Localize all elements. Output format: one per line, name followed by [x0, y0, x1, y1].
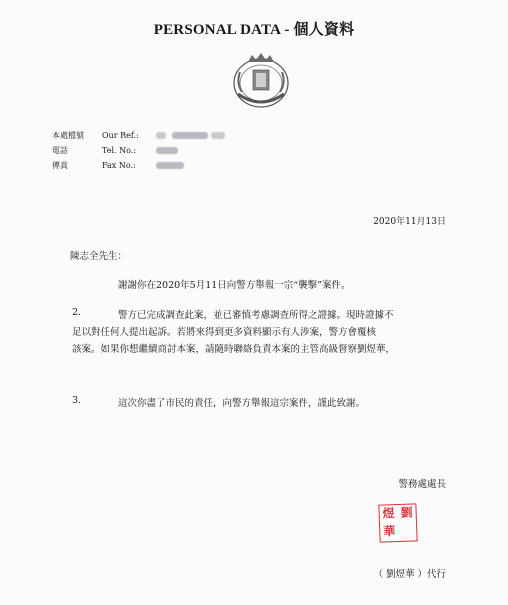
seal-char-1: 劉	[400, 505, 413, 520]
tel-redacted	[156, 147, 178, 154]
letter-date: 2020年11月13日	[373, 217, 446, 227]
police-emblem-icon	[226, 50, 296, 112]
paragraph-2	[72, 307, 446, 358]
paragraph-3: 這次你盡了市民的責任，向警方舉報這宗案件，謹此致謝。	[118, 398, 366, 409]
seal-char-3: 華	[383, 524, 396, 539]
paragraph-2-line-3: 該案。如果你想繼續商討本案，請隨時聯絡負責本案的主管高級督察劉煜華，	[72, 344, 396, 355]
paragraph-2-line-2: 足以對任何人提出起訴。若將來得到更多資料顯示有人涉案，警方會覆核	[72, 327, 377, 338]
deputy-signature-line: （ 劉煜華 ）代行	[373, 569, 446, 580]
fax-row	[52, 158, 225, 173]
paragraph-2-line-1: 警方已完成調查此案，並已審慎考慮調查所得之證據。現時證據不	[118, 310, 394, 321]
our-ref-redacted	[156, 132, 225, 139]
seal-char-2: 煜	[382, 506, 395, 521]
reference-block	[52, 128, 225, 173]
paragraph-1: 謝謝你在2020年5月11日向警方舉報一宗“襲擊”案件。	[118, 280, 351, 291]
fax-label-zh: 傳真	[52, 161, 68, 170]
tel-label-zh: 電話	[52, 146, 68, 155]
our-ref-label-en: Our Ref.:	[102, 131, 139, 140]
fax-label-en: Fax No.:	[102, 161, 136, 170]
tel-row	[52, 143, 225, 158]
salutation: 陳志全先生：	[70, 251, 128, 262]
our-ref-row	[52, 128, 225, 143]
signature-seal	[378, 503, 417, 542]
page-title: PERSONAL DATA - 個人資料	[153, 22, 355, 38]
signature-title: 警務處處長	[398, 479, 446, 490]
paragraph-2-number: 2.	[72, 307, 82, 318]
fax-redacted	[156, 162, 184, 169]
our-ref-label-zh: 本處檔號	[52, 131, 84, 140]
paragraph-3-number: 3.	[72, 395, 82, 406]
tel-label-en: Tel. No.:	[102, 146, 137, 155]
